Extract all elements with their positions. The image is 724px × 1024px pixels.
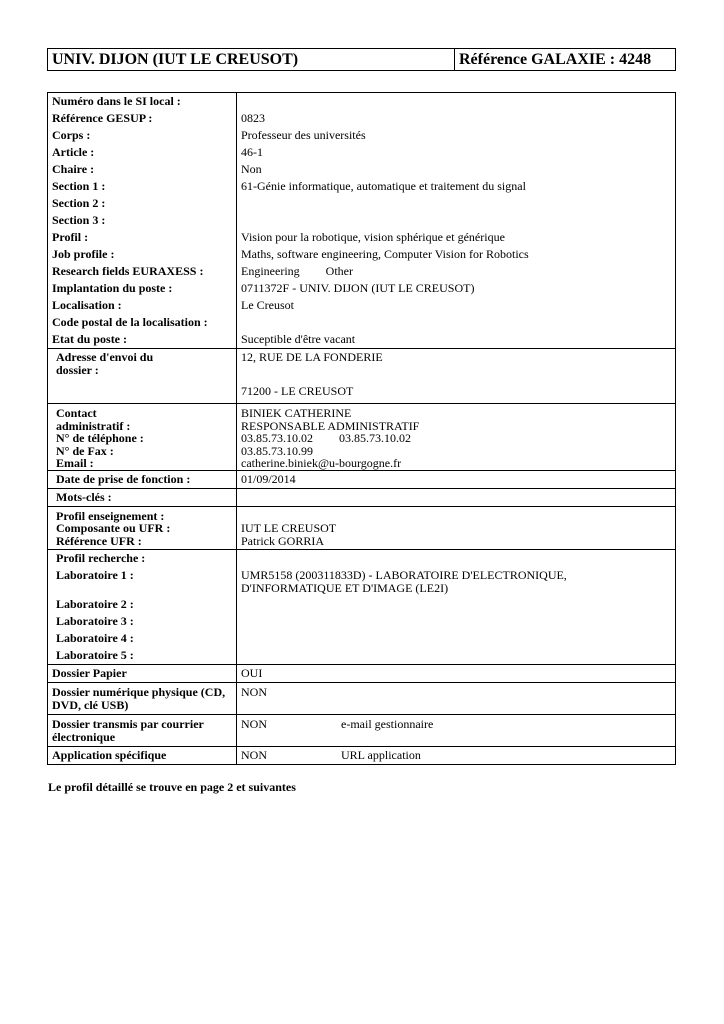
footer-note: Le profil détaillé se trouve en page 2 et suivantes (48, 780, 296, 794)
dossier-papier-label-text: Dossier Papier (52, 666, 127, 680)
fields-values (237, 93, 676, 349)
localisation-label: Localisation : (52, 298, 122, 312)
corps-label: Corps : (52, 128, 91, 142)
application-value-text: NON (241, 748, 267, 762)
reference-ufr-value: Patrick GORRIA (241, 533, 324, 548)
contact-label: Contact (56, 406, 97, 420)
header-box (47, 48, 676, 71)
date-value-text: 01/09/2014 (241, 471, 296, 486)
chaire-label: Chaire : (52, 162, 95, 176)
mots-cles-label-text: Mots-clés : (56, 489, 112, 504)
labo4-label: Laboratoire 4 : (56, 631, 134, 645)
fields-labels (48, 93, 237, 349)
adresse-label (48, 349, 237, 404)
adresse-row (48, 349, 676, 404)
application-label (48, 747, 237, 765)
euraxess-label: Research fields EURAXESS : (52, 264, 204, 278)
date-label (48, 470, 237, 488)
gesup-label: Référence GESUP : (52, 111, 153, 125)
dossier-numerique-value-text: NON (241, 685, 267, 699)
contact-name: BINIEK CATHERINE (241, 406, 352, 420)
contact-values (237, 404, 676, 471)
labo1-line-1: UMR5158 (200311833D) - LABORATOIRE D'ELECTRONIQUE, (241, 568, 567, 582)
enseignement-row (48, 506, 676, 550)
contact-labels (48, 404, 237, 471)
adresse-line-1: 12, RUE DE LA FONDERIE (241, 350, 383, 364)
profil-label: Profil : (52, 230, 89, 244)
section2-label: Section 2 : (52, 196, 106, 210)
implantation-label: Implantation du poste : (52, 281, 173, 295)
dossier-numerique-label-1: Dossier numérique physique (CD, (52, 685, 226, 699)
euraxess-field-1: Engineering (241, 264, 300, 278)
application-row (48, 747, 676, 765)
fax-label: N° de Fax : (56, 443, 114, 458)
code-postal-value (241, 314, 675, 331)
dossier-courrier-label-2: électronique (52, 729, 116, 744)
labo2-label: Laboratoire 2 : (56, 597, 134, 611)
article-value: 46-1 (241, 145, 263, 159)
date-value (237, 470, 676, 488)
phone-1: 03.85.73.10.02 (241, 431, 313, 445)
application-value (237, 747, 676, 765)
composante-label: Composante ou UFR : (56, 521, 171, 535)
section1-value: 61-Génie informatique, automatique et traitement du signal (241, 179, 526, 193)
dossier-numerique-value (237, 683, 676, 715)
labo1-label: Laboratoire 1 : (56, 568, 134, 582)
mots-cles-row (48, 488, 676, 506)
recherche-labels (48, 550, 237, 665)
url-application: URL application (341, 748, 421, 762)
contact-role: RESPONSABLE ADMINISTRATIF (241, 418, 420, 433)
mots-cles-label (48, 488, 237, 506)
phone-label: N° de téléphone : (56, 431, 144, 445)
labo3-label: Laboratoire 3 : (56, 614, 134, 628)
dossier-courrier-row (48, 715, 676, 747)
contact-row (48, 404, 676, 471)
dossier-courrier-label-1: Dossier transmis par courrier (52, 717, 204, 731)
si-local-value (241, 93, 675, 110)
euraxess-field-2: Other (325, 264, 353, 278)
galaxie-reference: Référence GALAXIE : 4248 (459, 51, 652, 68)
application-label-text: Application spécifique (52, 748, 167, 762)
mots-cles-value-text (241, 489, 675, 506)
dossier-papier-label (48, 665, 237, 683)
section3-label: Section 3 : (52, 213, 106, 227)
implantation-value: 0711372F - UNIV. DIJON (IUT LE CREUSOT) (241, 281, 475, 295)
contact-phones (241, 432, 675, 445)
corps-value: Professeur des universités (241, 128, 366, 142)
dossier-numerique-row (48, 683, 676, 715)
recherche-row (48, 550, 676, 665)
date-row (48, 470, 676, 488)
phone-2: 03.85.73.10.02 (339, 431, 411, 445)
composante-value: IUT LE CREUSOT (241, 521, 337, 535)
enseignement-labels (48, 506, 237, 550)
article-label: Article : (52, 145, 95, 159)
localisation-value: Le Creusot (241, 298, 294, 312)
section2-value (241, 195, 675, 212)
email-label: Email : (56, 456, 94, 470)
gesup-value: 0823 (241, 111, 265, 125)
profil-recherche-label: Profil recherche : (56, 551, 146, 565)
adresse-label-2: dossier : (56, 362, 99, 377)
fields-block (48, 93, 676, 349)
dossier-numerique-label-2: DVD, clé USB) (52, 697, 129, 712)
labo1-line-2: D'INFORMATIQUE ET D'IMAGE (LE2I) (241, 580, 449, 595)
job-profile-label: Job profile : (52, 247, 115, 261)
contact-email[interactable]: catherine.biniek@u-bourgogne.fr (241, 456, 402, 470)
labo5-label: Laboratoire 5 : (56, 648, 134, 662)
enseignement-values (237, 506, 676, 550)
dossier-numerique-label (48, 683, 237, 715)
contact-fax: 03.85.73.10.99 (241, 443, 313, 458)
contact-admin-label: administratif : (56, 418, 131, 433)
etat-label: Etat du poste : (52, 332, 128, 346)
dossier-courrier-value-text: NON (241, 717, 267, 731)
dossier-courrier-value (237, 715, 676, 747)
code-postal-label: Code postal de la localisation : (52, 315, 208, 329)
adresse-label-1: Adresse d'envoi du (56, 350, 154, 364)
dossier-papier-value (237, 665, 676, 683)
section1-label: Section 1 : (52, 179, 106, 193)
adresse-line-2: 71200 - LE CREUSOT (241, 383, 354, 398)
chaire-value: Non (241, 162, 262, 176)
section3-value (241, 212, 675, 229)
etat-value: Suceptible d'être vacant (241, 332, 356, 346)
university-title: UNIV. DIJON (IUT LE CREUSOT) (48, 49, 455, 70)
si-local-label: Numéro dans le SI local : (52, 94, 181, 108)
poste-table (47, 92, 676, 765)
profil-enseignement-label: Profil enseignement : (56, 508, 165, 523)
job-profile-value: Maths, software engineering, Computer Vision for Robotics (241, 247, 529, 261)
dossier-papier-value-text: OUI (241, 666, 263, 680)
email-gestionnaire: e-mail gestionnaire (341, 717, 434, 731)
mots-cles-value (237, 488, 676, 506)
date-label-text: Date de prise de fonction : (56, 471, 191, 486)
dossier-papier-row (48, 665, 676, 683)
dossier-courrier-label (48, 715, 237, 747)
recherche-values (237, 550, 676, 665)
profil-value: Vision pour la robotique, vision sphérique et générique (241, 230, 505, 244)
reference-ufr-label: Référence UFR : (56, 533, 142, 548)
euraxess-value (241, 263, 675, 280)
adresse-value (237, 349, 676, 404)
